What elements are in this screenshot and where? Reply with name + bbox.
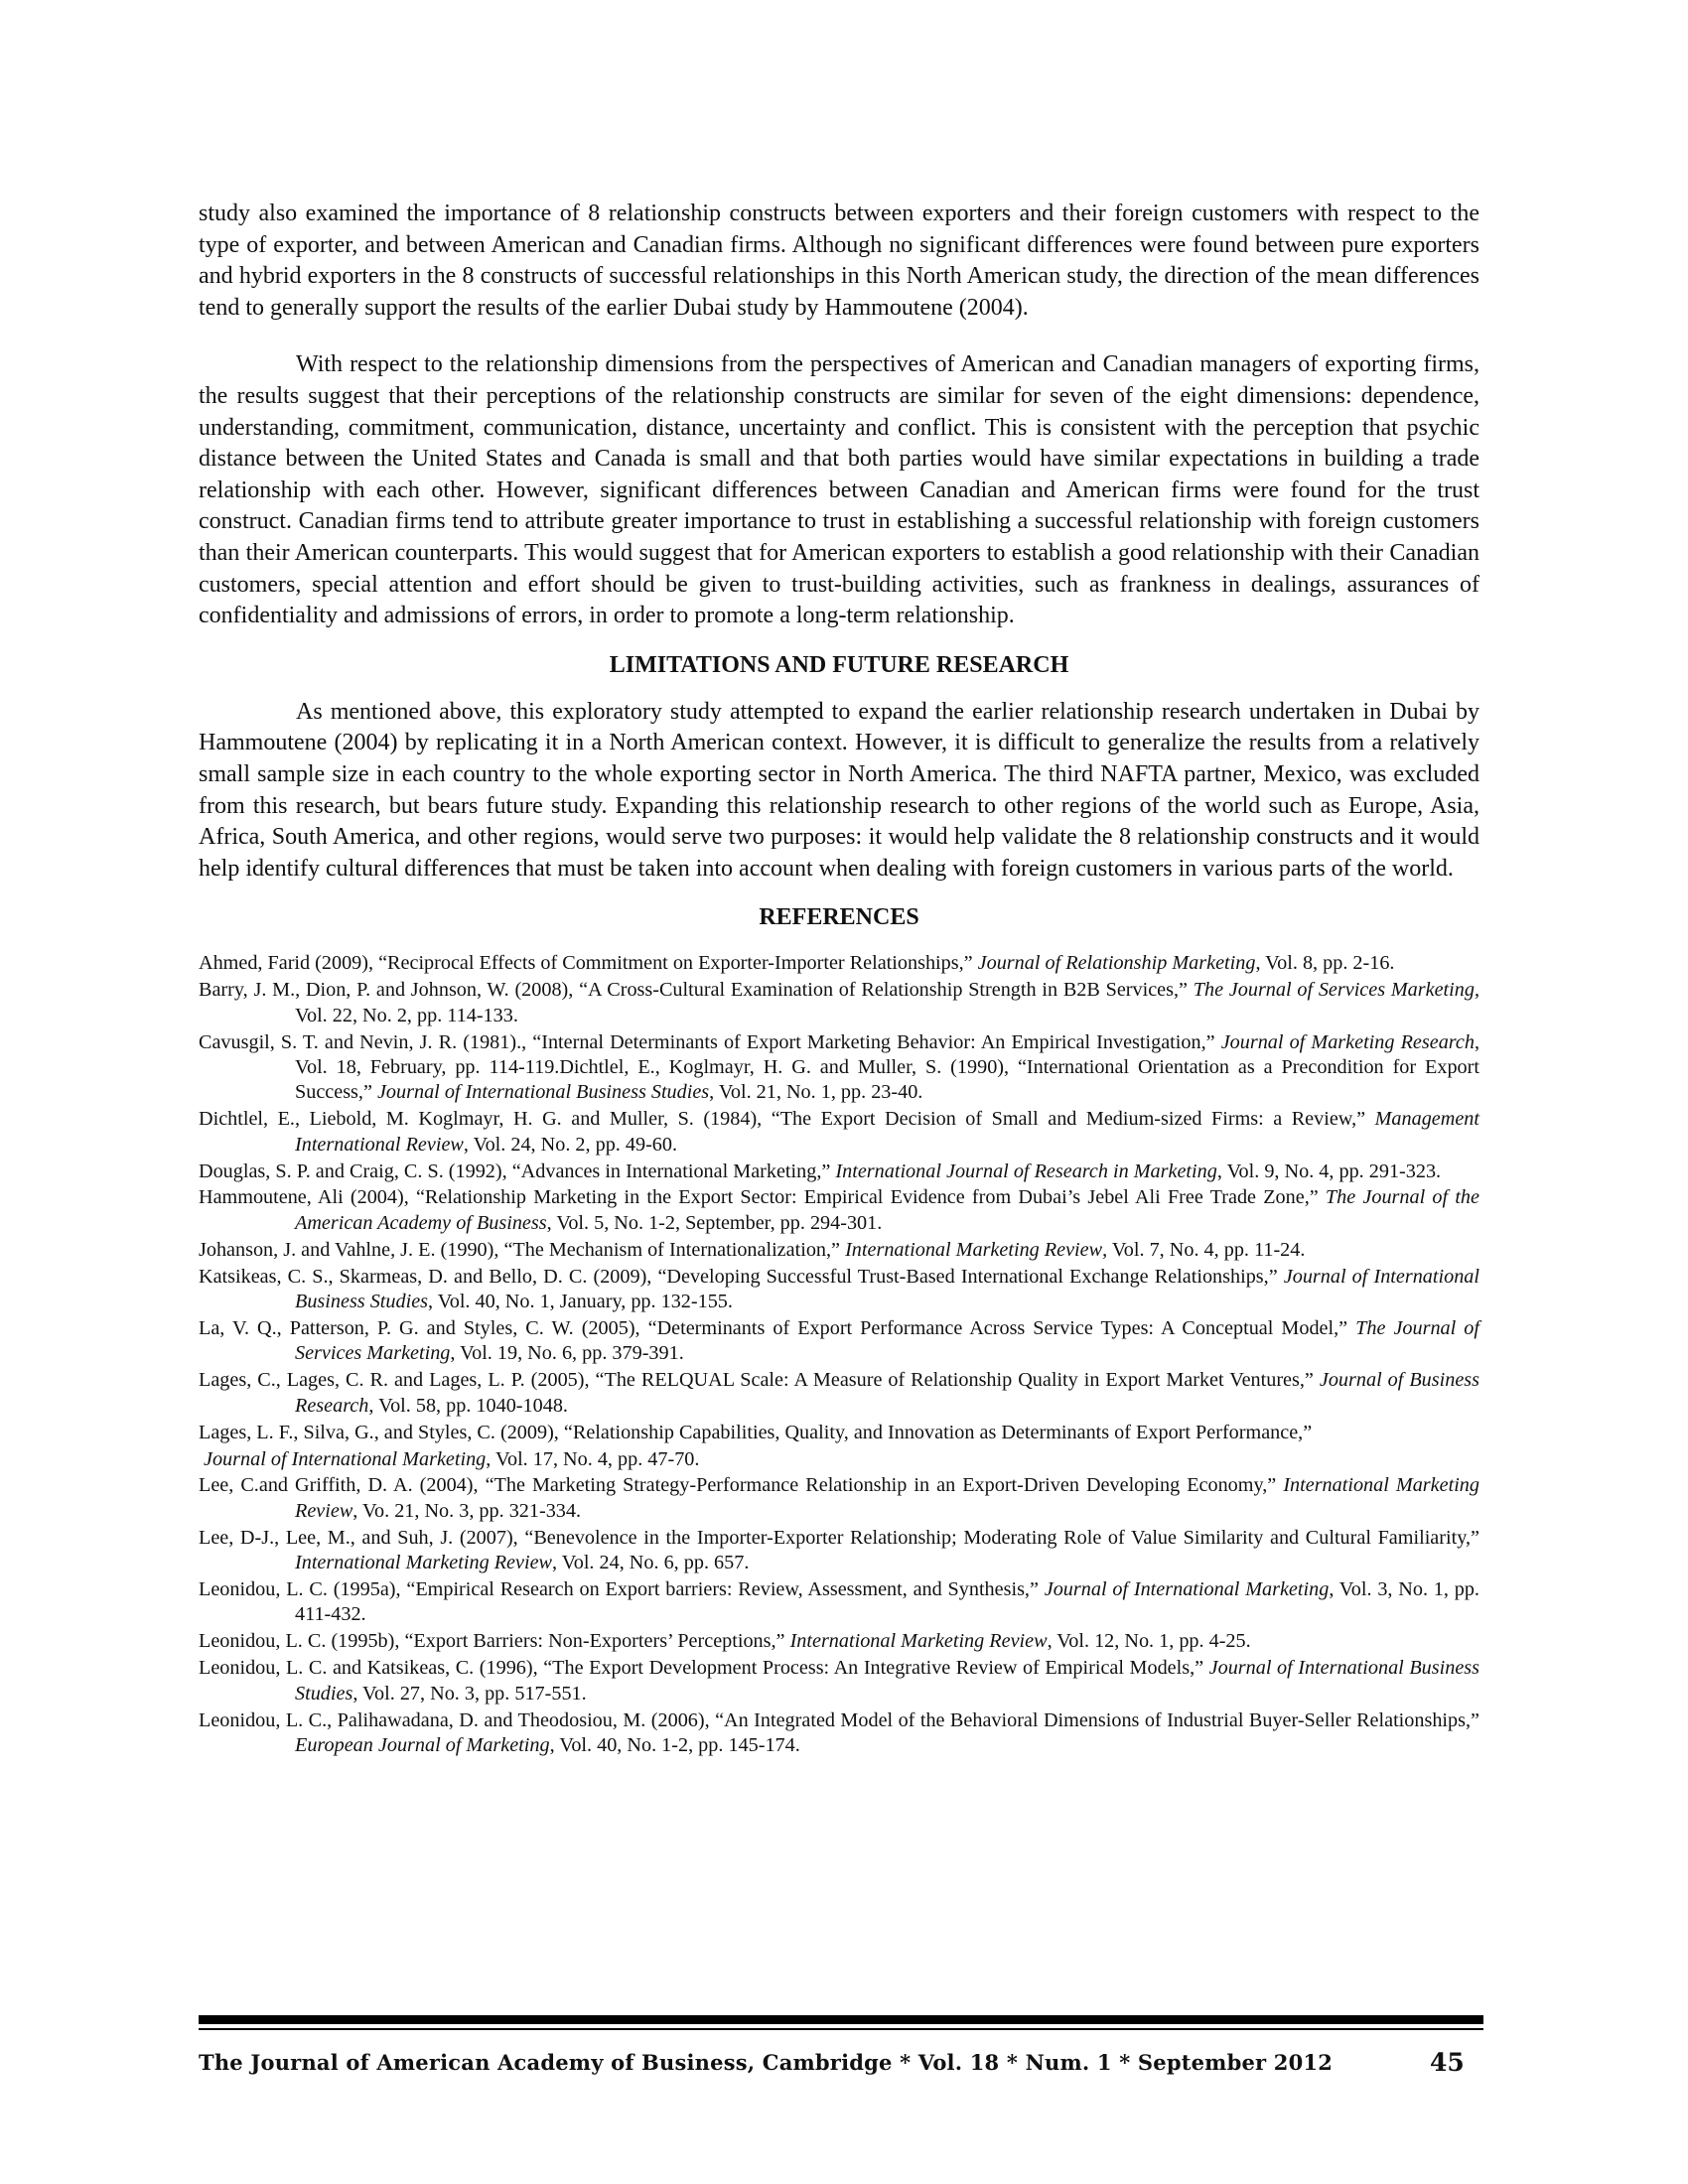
reference-item bbox=[199, 1316, 1479, 1367]
reference-text: Lee, C.and Griffith, D. A. (2004), “The Marketing Strategy-Performance Relationship in an Export-Driven Developing Economy,” bbox=[199, 1474, 1284, 1497]
footer-rule-thin bbox=[199, 2028, 1483, 2030]
paragraph-study-intro: study also examined the importance of 8 relationship constructs between exporters and their foreign customers with respect to the type of exporter, and between American and Canadian firms. Although no significant differences were found between pure exporters and hybrid exporters in the 8 constructs of successful relationships in this North American study, the direction of the mean differences tend to generally support the results of the earlier Dubai study by Hammoutene (2004). bbox=[199, 201, 1479, 321]
reference-journal: Journal of International Business Studies bbox=[295, 1657, 1479, 1705]
reference-journal: Journal of International Marketing bbox=[204, 1447, 487, 1470]
reference-item bbox=[199, 1526, 1479, 1576]
reference-text: Cavusgil, S. T. and Nevin, J. R. (1981)., “Internal Determinants of Export Marketing Behavior: An Empirical Investigation,” bbox=[199, 1030, 1221, 1053]
reference-text: , Vol. 8, pp. 2-16. bbox=[1255, 952, 1395, 975]
reference-journal: International Marketing Review bbox=[295, 1474, 1479, 1522]
reference-journal: The Journal of Services Marketing bbox=[1193, 979, 1475, 1002]
reference-text: , Vol. 18, February, pp. 114-119.Dichtlel, E., Koglmayr, H. G. and Muller, S. (1990), “International Orientation as a Precondition for Export Success,” bbox=[295, 1030, 1479, 1104]
reference-text: Douglas, S. P. and Craig, C. S. (1992), “Advances in International Marketing,” bbox=[199, 1160, 836, 1182]
reference-item bbox=[199, 1185, 1479, 1236]
reference-item bbox=[199, 1030, 1479, 1106]
reference-item bbox=[199, 1265, 1479, 1315]
reference-text: Hammoutene, Ali (2004), “Relationship Marketing in the Export Sector: Empirical Evidence from Dubai’s Jebel Ali Free Trade Zone,” bbox=[199, 1186, 1326, 1209]
reference-list bbox=[199, 951, 1479, 1758]
reference-text: , Vol. 27, No. 3, pp. 517-551. bbox=[352, 1682, 587, 1705]
reference-item bbox=[199, 1656, 1479, 1706]
reference-text: , Vo. 21, No. 3, pp. 321-334. bbox=[352, 1499, 582, 1522]
reference-text: Ahmed, Farid (2009), “Reciprocal Effects of Commitment on Exporter-Importer Relationships,” bbox=[199, 952, 978, 975]
paragraph-limitations: As mentioned above, this exploratory study attempted to expand the earlier relationship research undertaken in Dubai by Hammoutene (2004) by replicating it in a North American context. However, it is difficult to generalize the results from a relatively small sample size in each country to the whole exporting sector in North America. The third NAFTA partner, Mexico, was excluded from this research, but bears future study. Expanding this relationship research to other regions of the world such as Europe, Asia, Africa, South America, and other regions, would serve two purposes: it would help validate the 8 relationship constructs and it would help identify cultural differences that must be taken into account when dealing with foreign customers in various parts of the world. bbox=[199, 698, 1479, 882]
reference-text: Barry, J. M., Dion, P. and Johnson, W. (2008), “A Cross-Cultural Examination of Relationship Strength in B2B Services,” bbox=[199, 979, 1194, 1002]
reference-journal: Journal of International Business Studies bbox=[295, 1265, 1480, 1313]
reference-item-continuation bbox=[199, 1447, 1479, 1472]
reference-text: Leonidou, L. C., Palihawadana, D. and Theodosiou, M. (2006), “An Integrated Model of the Behavioral Dimensions of Industrial Buyer-Seller Relationships,” bbox=[199, 1708, 1479, 1731]
reference-text: , Vol. 24, No. 2, pp. 49-60. bbox=[463, 1133, 678, 1156]
reference-item bbox=[199, 1473, 1479, 1524]
reference-text: , Vol. 9, No. 4, pp. 291-323. bbox=[1216, 1160, 1442, 1182]
reference-journal: International Marketing Review bbox=[845, 1238, 1103, 1261]
reference-item bbox=[199, 1160, 1479, 1184]
reference-item bbox=[199, 1629, 1479, 1654]
reference-text: , Vol. 7, No. 4, pp. 11-24. bbox=[1102, 1238, 1306, 1261]
reference-journal: The Journal of the American Academy of Business bbox=[295, 1186, 1479, 1234]
reference-journal: Journal of Relationship Marketing bbox=[977, 952, 1256, 975]
reference-text: Leonidou, L. C. (1995a), “Empirical Research on Export barriers: Review, Assessment, and Synthesis,” bbox=[199, 1578, 1045, 1601]
reference-text: La, V. Q., Patterson, P. G. and Styles, C. W. (2005), “Determinants of Export Performance Across Service Types: A Conceptual Model,” bbox=[199, 1316, 1356, 1339]
reference-text: , Vol. 5, No. 1-2, September, pp. 294-301. bbox=[546, 1211, 883, 1234]
reference-journal: Journal of Business Research bbox=[295, 1369, 1479, 1417]
reference-text: , Vol. 40, No. 1, January, pp. 132-155. bbox=[428, 1291, 733, 1313]
reference-item bbox=[199, 1577, 1479, 1628]
reference-journal: Journal of International Marketing bbox=[1044, 1578, 1330, 1601]
reference-text: , Vol. 3, No. 1, pp. 411-432. bbox=[295, 1578, 1479, 1626]
reference-journal: Journal of Marketing Research bbox=[1220, 1030, 1475, 1053]
reference-text: , Vol. 17, No. 4, pp. 47-70. bbox=[486, 1447, 700, 1470]
reference-text: , Vol. 58, pp. 1040-1048. bbox=[368, 1394, 568, 1417]
reference-text: , Vol. 12, No. 1, pp. 4-25. bbox=[1047, 1630, 1251, 1653]
reference-item bbox=[199, 1107, 1479, 1158]
page-number: 45 bbox=[1430, 2048, 1465, 2077]
reference-text: Lee, D-J., Lee, M., and Suh, J. (2007), “Benevolence in the Importer-Exporter Relationship; Moderating Role of Value Similarity and Cultural Familiarity,” bbox=[199, 1526, 1479, 1549]
page-body bbox=[199, 199, 1479, 1760]
reference-item bbox=[199, 1368, 1479, 1419]
footer-rule bbox=[199, 2015, 1483, 2024]
reference-text: Dichtlel, E., Liebold, M. Koglmayr, H. G. and Muller, S. (1984), “The Export Decision of Small and Medium-sized Firms: a Review,” bbox=[199, 1108, 1375, 1131]
reference-journal: International Marketing Review bbox=[789, 1630, 1048, 1653]
heading-limitations: LIMITATIONS AND FUTURE RESEARCH bbox=[609, 651, 1069, 678]
reference-text: , Vol. 40, No. 1-2, pp. 145-174. bbox=[549, 1733, 800, 1756]
reference-item bbox=[199, 951, 1479, 976]
reference-item bbox=[199, 978, 1479, 1028]
reference-text: , Vol. 24, No. 6, pp. 657. bbox=[552, 1552, 750, 1574]
footer-journal-line: The Journal of American Academy of Business, Cambridge * Vol. 18 * Num. 1 * September 2012 bbox=[199, 2050, 1334, 2075]
reference-text: , Vol. 19, No. 6, pp. 379-391. bbox=[450, 1342, 684, 1365]
reference-text: , Vol. 21, No. 1, pp. 23-40. bbox=[709, 1081, 923, 1104]
reference-text: Johanson, J. and Vahlne, J. E. (1990), “The Mechanism of Internationalization,” bbox=[199, 1238, 846, 1261]
reference-journal: International Marketing Review bbox=[295, 1552, 553, 1574]
reference-text: , Vol. 22, No. 2, pp. 114-133. bbox=[295, 979, 1479, 1026]
reference-journal: International Journal of Research in Marketing bbox=[835, 1160, 1217, 1182]
reference-text: Lages, C., Lages, C. R. and Lages, L. P. (2005), “The RELQUAL Scale: A Measure of Relationship Quality in Export Market Ventures,” bbox=[199, 1369, 1320, 1392]
paragraph-relationship-dimensions: With respect to the relationship dimensions from the perspectives of American and Canadian managers of exporting firms, the results suggest that their perceptions of the relationship constructs are similar for seven of the eight dimensions: dependence, understanding, commitment, communication, distance, uncertainty and conflict. This is consistent with the perception that psychic distance between the United States and Canada is small and that both parties would have similar expectations in building a trade relationship with each other. However, significant differences between Canadian and American firms were found for the trust construct. Canadian firms tend to attribute greater importance to trust in establishing a successful relationship with foreign customers than their American counterparts. This would suggest that for American exporters to establish a good relationship with their Canadian customers, special attention and effort should be given to trust-building activities, such as frankness in dealings, assurances of confidentiality and admissions of errors, in order to promote a long-term relationship. bbox=[199, 351, 1479, 629]
reference-journal: The Journal of Services Marketing bbox=[295, 1316, 1479, 1365]
reference-text: Katsikeas, C. S., Skarmeas, D. and Bello, D. C. (2009), “Developing Successful Trust-Based International Exchange Relationships,” bbox=[199, 1265, 1284, 1288]
reference-journal: Journal of International Business Studies bbox=[376, 1081, 710, 1104]
reference-item bbox=[199, 1421, 1479, 1445]
reference-text: Lages, L. F., Silva, G., and Styles, C. (2009), “Relationship Capabilities, Quality, and Innovation as Determinants of Export Performance,” bbox=[199, 1421, 1313, 1443]
reference-text: Leonidou, L. C. and Katsikeas, C. (1996), “The Export Development Process: An Integrative Review of Empirical Models,” bbox=[199, 1657, 1209, 1680]
reference-item bbox=[199, 1708, 1479, 1759]
reference-journal: European Journal of Marketing bbox=[295, 1733, 550, 1756]
reference-journal: Management International Review bbox=[295, 1108, 1479, 1156]
heading-references: REFERENCES bbox=[759, 904, 919, 931]
reference-item bbox=[199, 1238, 1479, 1263]
reference-text: Leonidou, L. C. (1995b), “Export Barriers: Non-Exporters’ Perceptions,” bbox=[199, 1630, 790, 1653]
